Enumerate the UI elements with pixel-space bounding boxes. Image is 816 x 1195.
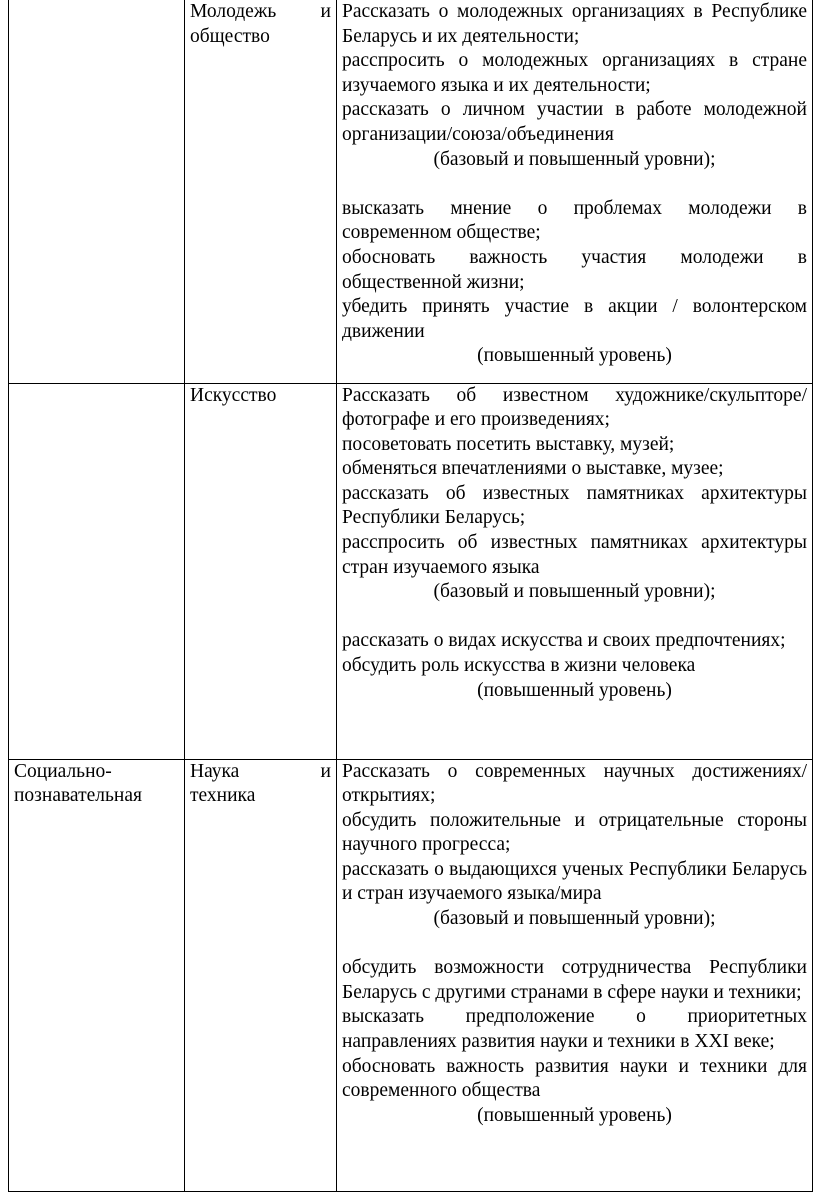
communication-spheres-table [8, 0, 813, 1192]
task-item: рассказать об известных памятниках архитектуры Республики Беларусь; [342, 482, 807, 529]
topic-line: Молодежь и [190, 1, 331, 22]
topic-cell [185, 383, 337, 759]
task-item: Рассказать об известном художнике/скульпторе/фотографе и его произведениях; [342, 384, 807, 431]
sphere-cell [9, 759, 185, 1191]
task-item: обсудить положительные и отрицательные стороны научного прогресса; [342, 809, 807, 856]
task-item: Рассказать о молодежных организациях в Республике Беларусь и их деятельности; [342, 1, 807, 47]
sphere-cell [9, 0, 185, 383]
task-item: Рассказать о современных научных достижениях/открытиях; [342, 760, 807, 807]
topic-line: Искусство [190, 384, 277, 406]
task-item: обсудить возможности сотрудничества Республики Беларусь с другими странами в сфере науки и техники; [342, 957, 807, 1003]
topic-line: Наука и [190, 760, 331, 782]
level-note: (повышенный уровень) [477, 345, 672, 367]
task-item: расспросить об известных памятниках архитектуры стран изучаемого языка [342, 532, 807, 578]
task-item: рассказать о личном участии в работе молодежной организации/союза/объединения [342, 99, 807, 145]
task-item: обосновать важность развития науки и техники для современного общества [342, 1055, 807, 1102]
tasks-cell [337, 383, 813, 759]
task-item: обменяться впечатлениями о выставке, музее; [342, 458, 724, 480]
task-block-advanced [342, 629, 807, 703]
block-spacer [342, 172, 807, 197]
block-spacer [342, 932, 807, 957]
topic-line: техника [190, 785, 256, 807]
table-row [9, 383, 813, 759]
tasks-cell [337, 0, 813, 383]
block-spacer [342, 605, 807, 630]
task-block-basic [342, 384, 807, 605]
level-note: (базовый и повышенный уровни); [433, 908, 716, 930]
task-block-advanced [342, 197, 807, 369]
sphere-cell [9, 383, 185, 759]
topic-line: общество [190, 25, 270, 47]
task-item: обсудить роль искусства в жизни человека [342, 655, 696, 677]
sphere-line: познавательная [14, 785, 142, 807]
level-note: (базовый и повышенный уровни); [433, 148, 716, 170]
task-item: рассказать о выдающихся ученых Республики Беларусь и стран изучаемого языка/мира [342, 858, 807, 905]
level-note: (повышенный уровень) [477, 679, 672, 701]
table-row [9, 0, 813, 383]
task-item: обосновать важность участия молодежи в общественной жизни; [342, 246, 807, 293]
topic-cell [185, 0, 337, 383]
task-block-advanced [342, 956, 807, 1128]
table-row [9, 759, 813, 1191]
tasks-cell [337, 759, 813, 1191]
topic-cell [185, 759, 337, 1191]
task-block-basic [342, 760, 807, 932]
task-item: высказать мнение о проблемах молодежи в современном обществе; [342, 197, 807, 244]
task-item: рассказать о видах искусства и своих предпочтениях; [342, 630, 786, 652]
level-note: (базовый и повышенный уровни); [433, 581, 716, 603]
task-item: убедить принять участие в акции / волонтерском движении [342, 296, 807, 342]
task-item: посоветовать посетить выставку, музей; [342, 433, 675, 455]
task-block-basic [342, 0, 807, 172]
task-item: расспросить о молодежных организациях в стране изучаемого языка и их деятельности; [342, 50, 807, 96]
sphere-line: Социально- [14, 760, 112, 782]
task-item: высказать предположение о приоритетных направлениях развития науки и техники в XXI веке; [342, 1006, 807, 1053]
level-note: (повышенный уровень) [477, 1104, 672, 1126]
